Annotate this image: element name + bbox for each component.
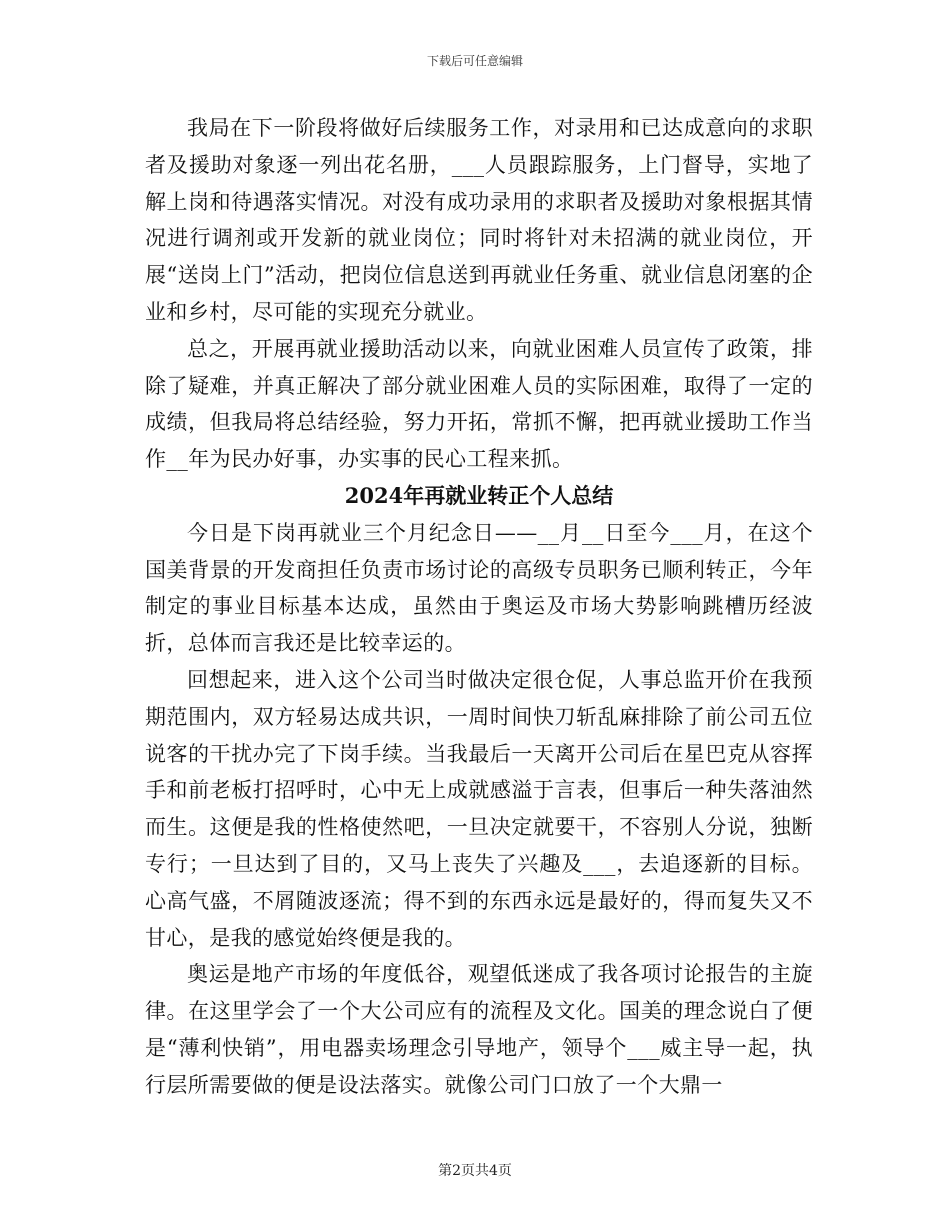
section-paragraph-1: 今日是下岗再就业三个月纪念日——__月__日至今___月，在这个国美背景的开发商担任负责市场讨论的高级专员职务已顺利转正，今年制定的事业目标基本达成，虽然由于奥运及市场大势影响跳槽历经波折，总体而言我还是比较幸运的。 — [145, 520, 813, 656]
section-paragraph-2: 回想起来，进入这个公司当时做决定很仓促，人事总监开价在我预期范围内，双方轻易达成共识，一周时间快刀斩乱麻排除了前公司五位说客的干扰办完了下岗手续。当我最后一天离开公司后在星巴克从容挥手和前老板打招呼时，心中无上成就感溢于言表，但事后一种失落油然而生。这便是我的性格使然吧，一旦决定就要干，不容别人分说，独断专行；一旦达到了目的，又马上丧失了兴趣及___，去追逐新的目标。心高气盛，不屑随波逐流；得不到的东西永远是最好的，得而复失又不甘心，是我的感觉始终便是我的。 — [145, 667, 813, 950]
page-number-footer: 第2页共4页 — [438, 1163, 512, 1179]
section-paragraph-3: 奥运是地产市场的年度低谷，观望低迷成了我各项讨论报告的主旋律。在这里学会了一个大公司应有的流程及文化。国美的理念说白了便是“薄利快销”，用电器卖场理念引导地产，领导个___威主导一起，执行层所需要做的便是设法落实。就像公司门口放了一个大鼎一 — [145, 962, 813, 1097]
body-paragraph-2: 总之，开展再就业援助活动以来，向就业困难人员宣传了政策，排除了疑难，并真正解决了部分就业困难人员的实际困难，取得了一定的成绩，但我局将总结经验，努力开拓，常抓不懈，把再就业援助工作当作__年为民办好事，办实事的民心工程来抓。 — [145, 336, 813, 472]
document-body — [145, 110, 813, 1104]
page-header-note: 下载后可任意编辑 — [426, 54, 523, 68]
section-title: 2024年再就业转正个人总结 — [344, 482, 614, 508]
body-paragraph-1: 我局在下一阶段将做好后续服务工作，对录用和已达成意向的求职者及援助对象逐一列出花名册，___人员跟踪服务，上门督导，实地了解上岗和待遇落实情况。对没有成功录用的求职者及援助对象根据其情况进行调剂或开发新的就业岗位；同时将针对未招满的就业岗位，开展“送岗上门”活动，把岗位信息送到再就业任务重、就业信息闭塞的企业和乡村，尽可能的实现充分就业。 — [145, 116, 813, 324]
